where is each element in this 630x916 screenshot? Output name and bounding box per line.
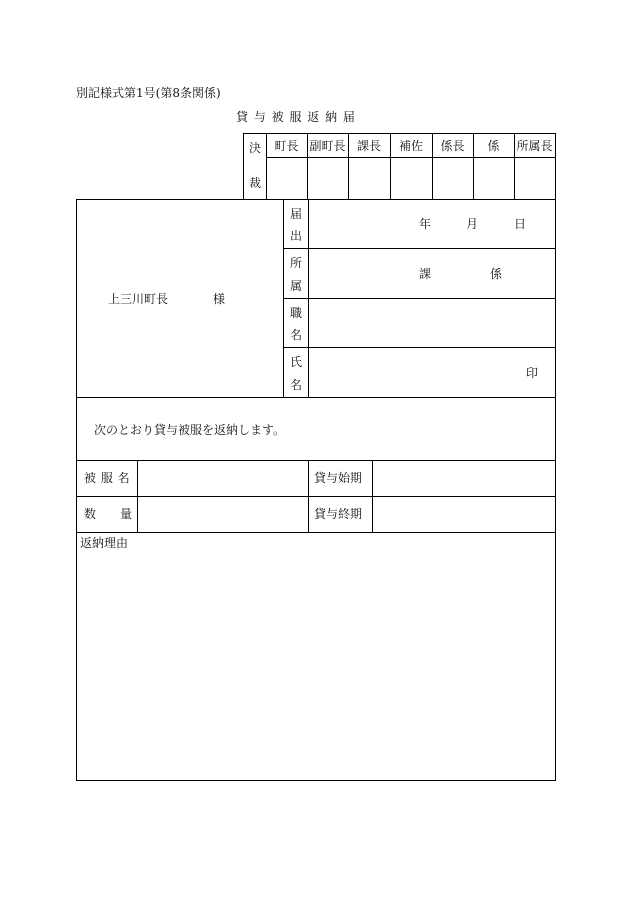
- approval-border-left: [243, 133, 244, 199]
- form-border-right: [555, 199, 556, 781]
- date-day: 日: [514, 217, 527, 231]
- approval-col-mayor: 町長: [274, 139, 299, 153]
- reason-field[interactable]: [77, 552, 555, 779]
- approval-col-assistant: 補佐: [398, 139, 423, 153]
- loan-end-label: 貸与終期: [314, 507, 363, 521]
- affiliation-label-bottom: 属: [290, 279, 303, 293]
- name-label-top: 氏: [290, 355, 303, 369]
- approval-col-section-chief: 課長: [356, 139, 381, 153]
- affiliation-unit: 係: [490, 267, 503, 281]
- name-label-bottom: 名: [290, 378, 303, 392]
- approval-border-top: [243, 133, 556, 134]
- reason-label: 返納理由: [80, 536, 129, 550]
- clothing-name-label: 被 服 名: [84, 471, 130, 485]
- date-month: 月: [466, 217, 479, 231]
- date-label-bottom: 出: [290, 229, 303, 243]
- approval-border-right: [555, 133, 556, 199]
- date-label-top: 届: [290, 207, 303, 221]
- form-title: 貸 与 被 服 返 納 届: [236, 110, 356, 124]
- loan-start-field[interactable]: [373, 461, 555, 496]
- loan-end-field[interactable]: [373, 497, 555, 532]
- statement-text: 次のとおり貸与被服を返納します。: [94, 423, 286, 437]
- quantity-field[interactable]: [138, 497, 308, 532]
- approval-col-deputy-mayor: 副町長: [309, 139, 346, 153]
- approval-heading-bottom: 裁: [249, 176, 262, 190]
- addressee-honorific: 様: [213, 292, 226, 306]
- form-border-bottom: [76, 780, 556, 781]
- form-number-label: 別記様式第1号(第8条関係): [76, 86, 221, 100]
- affiliation-section: 課: [419, 267, 432, 281]
- loan-start-label: 貸与始期: [314, 471, 363, 485]
- form-border-top: [76, 199, 556, 200]
- approval-col-unit-chief: 係長: [440, 139, 465, 153]
- approval-heading-top: 決: [249, 141, 262, 155]
- clothing-name-field[interactable]: [138, 461, 308, 496]
- seal-mark: 印: [526, 366, 539, 380]
- affiliation-label-top: 所: [290, 256, 303, 270]
- position-label-bottom: 名: [290, 328, 303, 342]
- approval-col-staff: 係: [487, 139, 500, 153]
- quantity-label: 数 量: [84, 507, 133, 521]
- date-year: 年: [419, 217, 432, 231]
- position-label-top: 職: [290, 306, 303, 320]
- approval-col-dept-head: 所属長: [516, 139, 553, 153]
- addressee-name: 上三川町長: [108, 292, 169, 306]
- approval-divider: [266, 157, 556, 158]
